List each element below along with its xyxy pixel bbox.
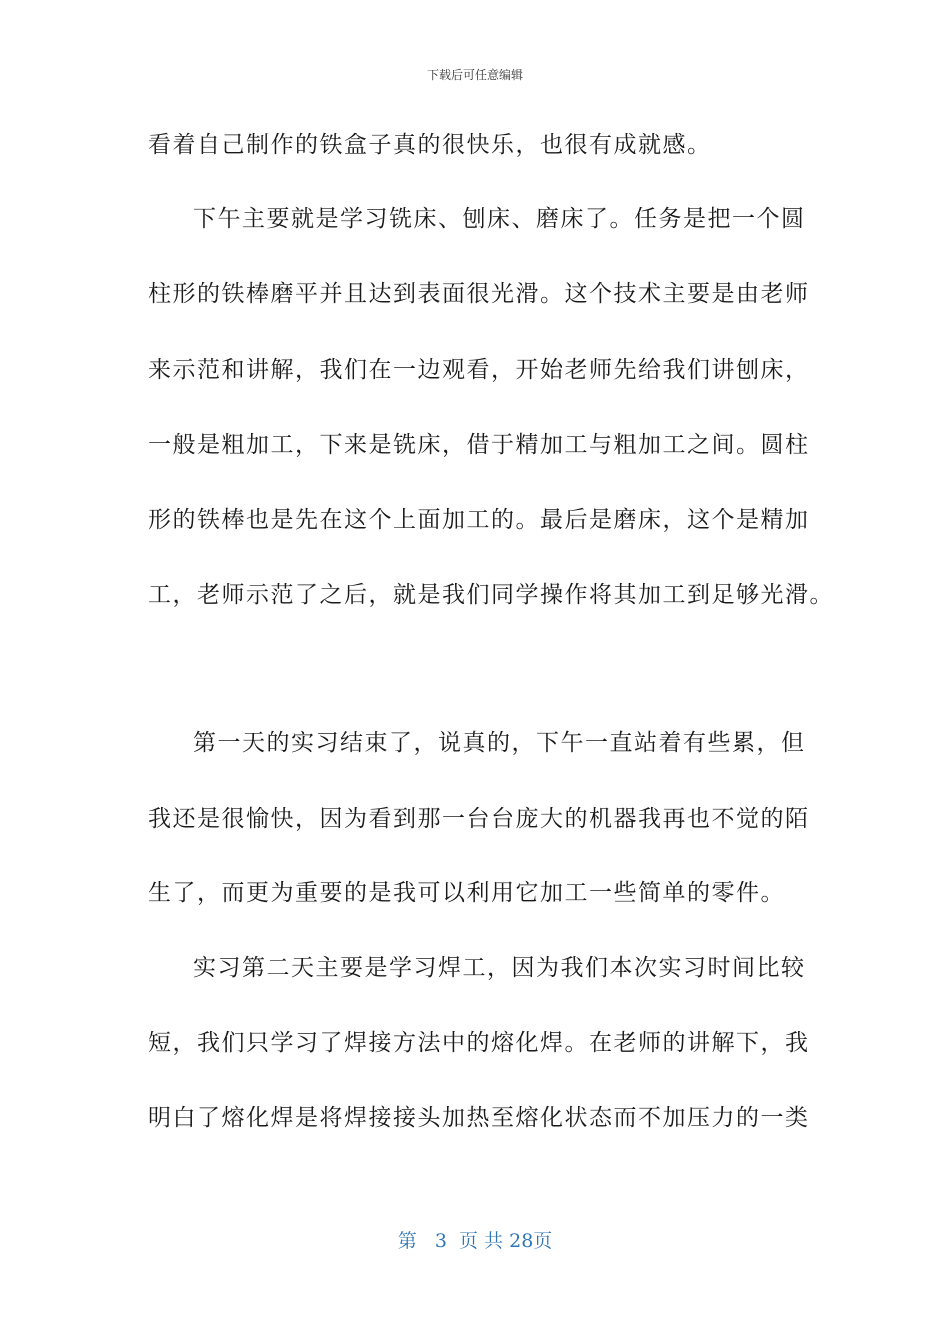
page-header: 下载后可任意编辑: [426, 68, 523, 82]
body-line-6: 形的铁棒也是先在这个上面加工的。最后是磨床，这个是精加: [148, 507, 810, 533]
body-line-13: 明白了熔化焊是将焊接接头加热至熔化状态而不加压力的一类: [148, 1105, 810, 1131]
body-line-3: 柱形的铁棒磨平并且达到表面很光滑。这个技术主要是由老师: [148, 281, 810, 307]
body-line-9: 我还是很愉快，因为看到那一台台庞大的机器我再也不觉的陌: [148, 806, 810, 832]
footer-current-page: 3: [434, 1230, 447, 1252]
footer-total-pages: 28: [509, 1230, 534, 1252]
footer-prefix: 第: [397, 1230, 417, 1252]
body-line-7: 工，老师示范了之后，就是我们同学操作将其加工到足够光滑。: [148, 582, 834, 608]
body-line-5: 一般是粗加工，下来是铣床，借于精加工与粗加工之间。圆柱: [148, 432, 810, 458]
footer-middle: 页 共: [459, 1230, 504, 1252]
body-line-1: 看着自己制作的铁盒子真的很快乐，也很有成就感。: [148, 132, 712, 158]
body-line-12: 短，我们只学习了焊接方法中的熔化焊。在老师的讲解下，我: [148, 1030, 810, 1056]
page-footer: [0, 1226, 950, 1253]
body-line-2: 下午主要就是学习铣床、刨床、磨床了。任务是把一个圆: [193, 206, 806, 232]
body-line-11: 实习第二天主要是学习焊工，因为我们本次实习时间比较: [193, 955, 806, 981]
body-line-4: 来示范和讲解，我们在一边观看，开始老师先给我们讲刨床，: [148, 357, 810, 383]
body-line-10: 生了，而更为重要的是我可以利用它加工一些简单的零件。: [148, 880, 785, 906]
body-line-8: 第一天的实习结束了，说真的，下午一直站着有些累，但: [193, 730, 806, 756]
footer-suffix: 页: [533, 1230, 553, 1252]
